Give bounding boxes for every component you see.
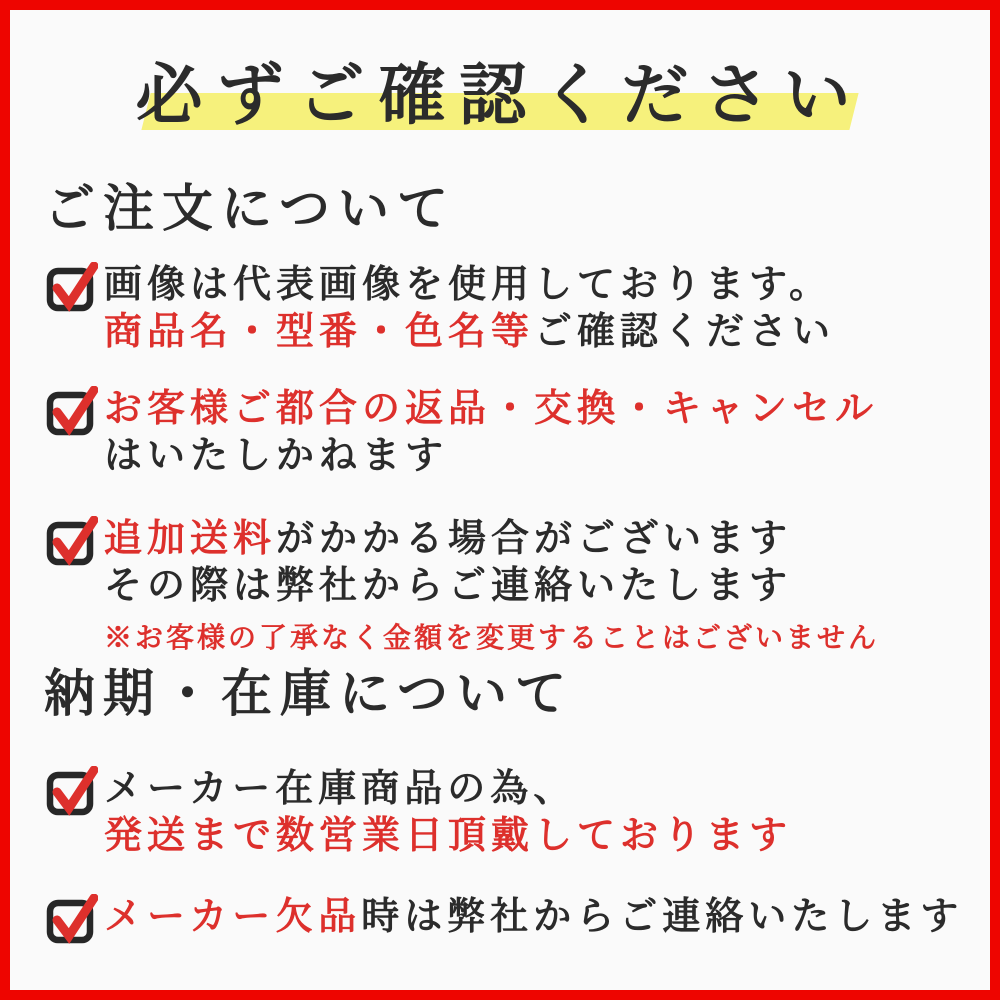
section-heading-orders: ご注文について	[44, 182, 456, 238]
page-title: 必ずご確認ください	[135, 59, 865, 133]
section-heading-delivery-stock: 納期・在庫について	[44, 667, 574, 723]
emphasis-text: メーカー欠品	[104, 896, 362, 938]
notice-text: その際は弊社からご連絡いたします	[104, 565, 793, 607]
emphasis-text: 追加送料	[104, 518, 277, 560]
emphasis-text: お客様ご都合の返品・交換・キャンセル	[104, 388, 879, 430]
notice-text: ご確認ください	[534, 311, 836, 353]
notice-text: 時は弊社からご連絡いたします	[361, 896, 964, 938]
notice-text: はいたしかねます	[104, 435, 449, 477]
emphasis-text: 商品名・型番・色名等	[104, 311, 535, 353]
notice-text: がかかる場合がございます	[276, 518, 793, 560]
notice-text: メーカー在庫商品の為、	[104, 768, 577, 810]
notice-text: 画像は代表画像を使用しております。	[104, 264, 832, 306]
fine-print-note: ※お客様の了承なく金額を変更することはございません	[104, 623, 880, 654]
emphasis-text: 発送まで数営業日頂戴しております	[104, 815, 793, 857]
